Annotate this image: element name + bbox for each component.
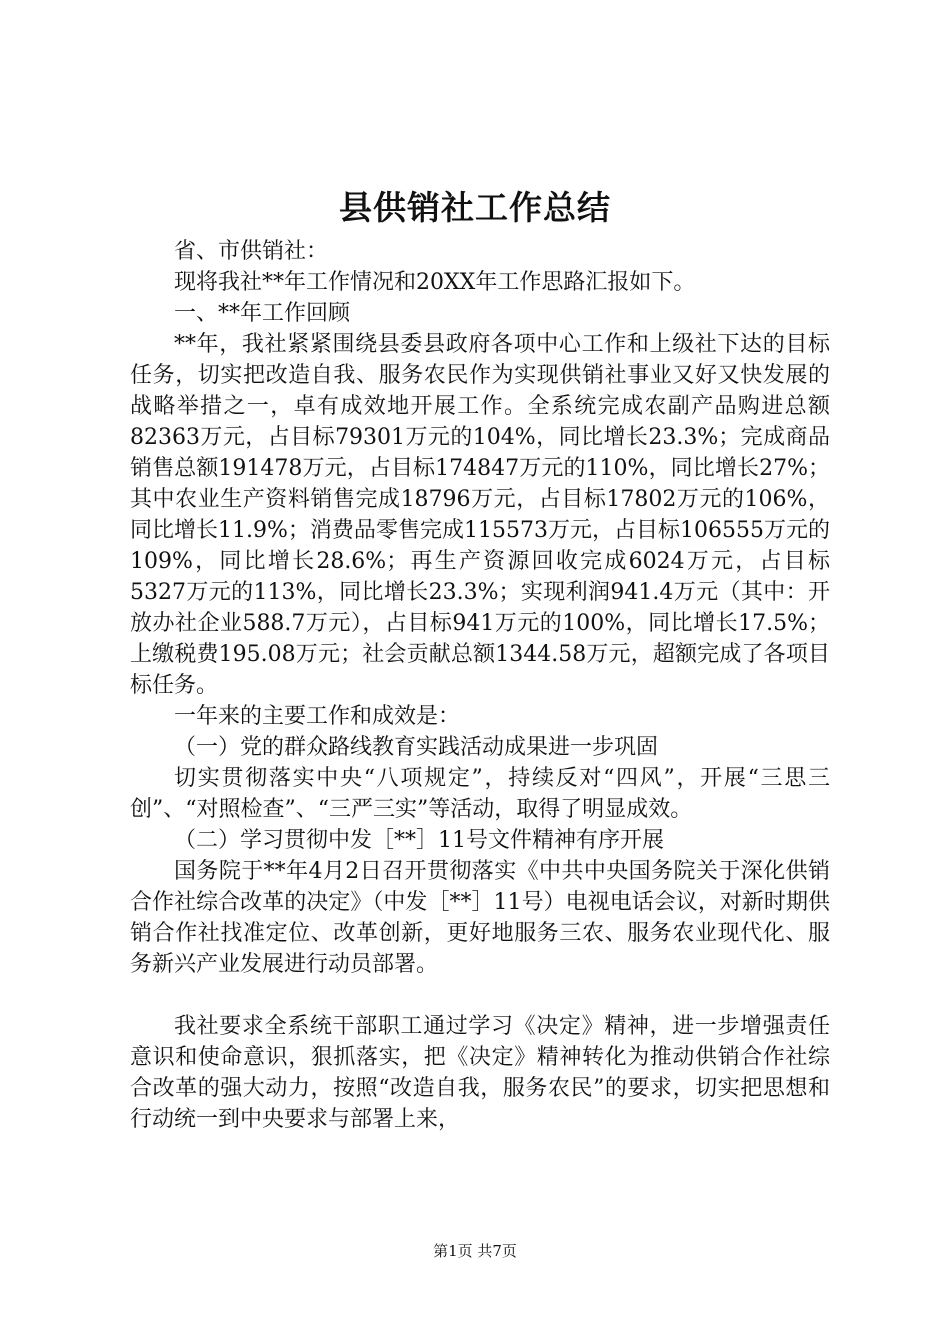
intro-paragraph: 现将我社**年工作情况和20XX年工作思路汇报如下。 [174, 270, 696, 295]
document-body [130, 236, 830, 1135]
page-footer: 第1页 共7页 [433, 1242, 517, 1260]
subsection-2-paragraph: 国务院于**年4月2日召开贯彻落实《中共中央国务院关于深化供销合作社综合改革的决定》（中发［**］11号）电视电话会议，对新时期供销合作社找准定位、改革创新，更好地服务三农、服务农业现代化、服务新兴产业发展进行动员部署。 [130, 859, 830, 977]
salutation: 省、市供销社： [174, 239, 329, 264]
subsection-1-paragraph: 切实贯彻落实中央“八项规定”，持续反对“四风”，开展“三思三创”、“对照检查”、“三严三实”等活动，取得了明显成效。 [130, 766, 830, 822]
subsection-heading-2: （二）学习贯彻中发［**］11号文件精神有序开展 [174, 828, 664, 853]
review-paragraph: **年，我社紧紧围绕县委县政府各项中心工作和上级社下达的目标任务，切实把改造自我、服务农民作为实现供销社事业又好又快发展的战略举措之一，卓有成效地开展工作。全系统完成农副产品购进总额82363万元，占目标79301万元的104%，同比增长23.3%；完成商品销售总额191478万元，占目标174847万元的110%，同比增长27%；其中农业生产资料销售完成18796万元，占目标17802万元的106%，同比增长11.9%；消费品零售完成115573万元，占目标106555万元的109%，同比增长28.6%；再生产资源回收完成6024万元，占目标5327万元的113%，同比增长23.3%；实现利润941.4万元（其中：开放办社企业588.7万元），占目标941万元的100%，同比增长17.5%；上缴税费195.08万元；社会贡献总额1344.58万元，超额完成了各项目标任务。 [130, 332, 830, 698]
document-title: 县供销社工作总结 [339, 188, 611, 227]
subsection-2-continuation: 我社要求全系统干部职工通过学习《决定》精神，进一步增强责任意识和使命意识，狠抓落实，把《决定》精神转化为推动供销合作社综合改革的强大动力，按照“改造自我，服务农民”的要求，切实把思想和行动统一到中央要求与部署上来， [130, 1014, 830, 1132]
section-heading-1: 一、**年工作回顾 [174, 301, 351, 326]
subsection-heading-1: （一）党的群众路线教育实践活动成果进一步巩固 [174, 735, 659, 760]
main-work-intro: 一年来的主要工作和成效是： [174, 704, 461, 729]
